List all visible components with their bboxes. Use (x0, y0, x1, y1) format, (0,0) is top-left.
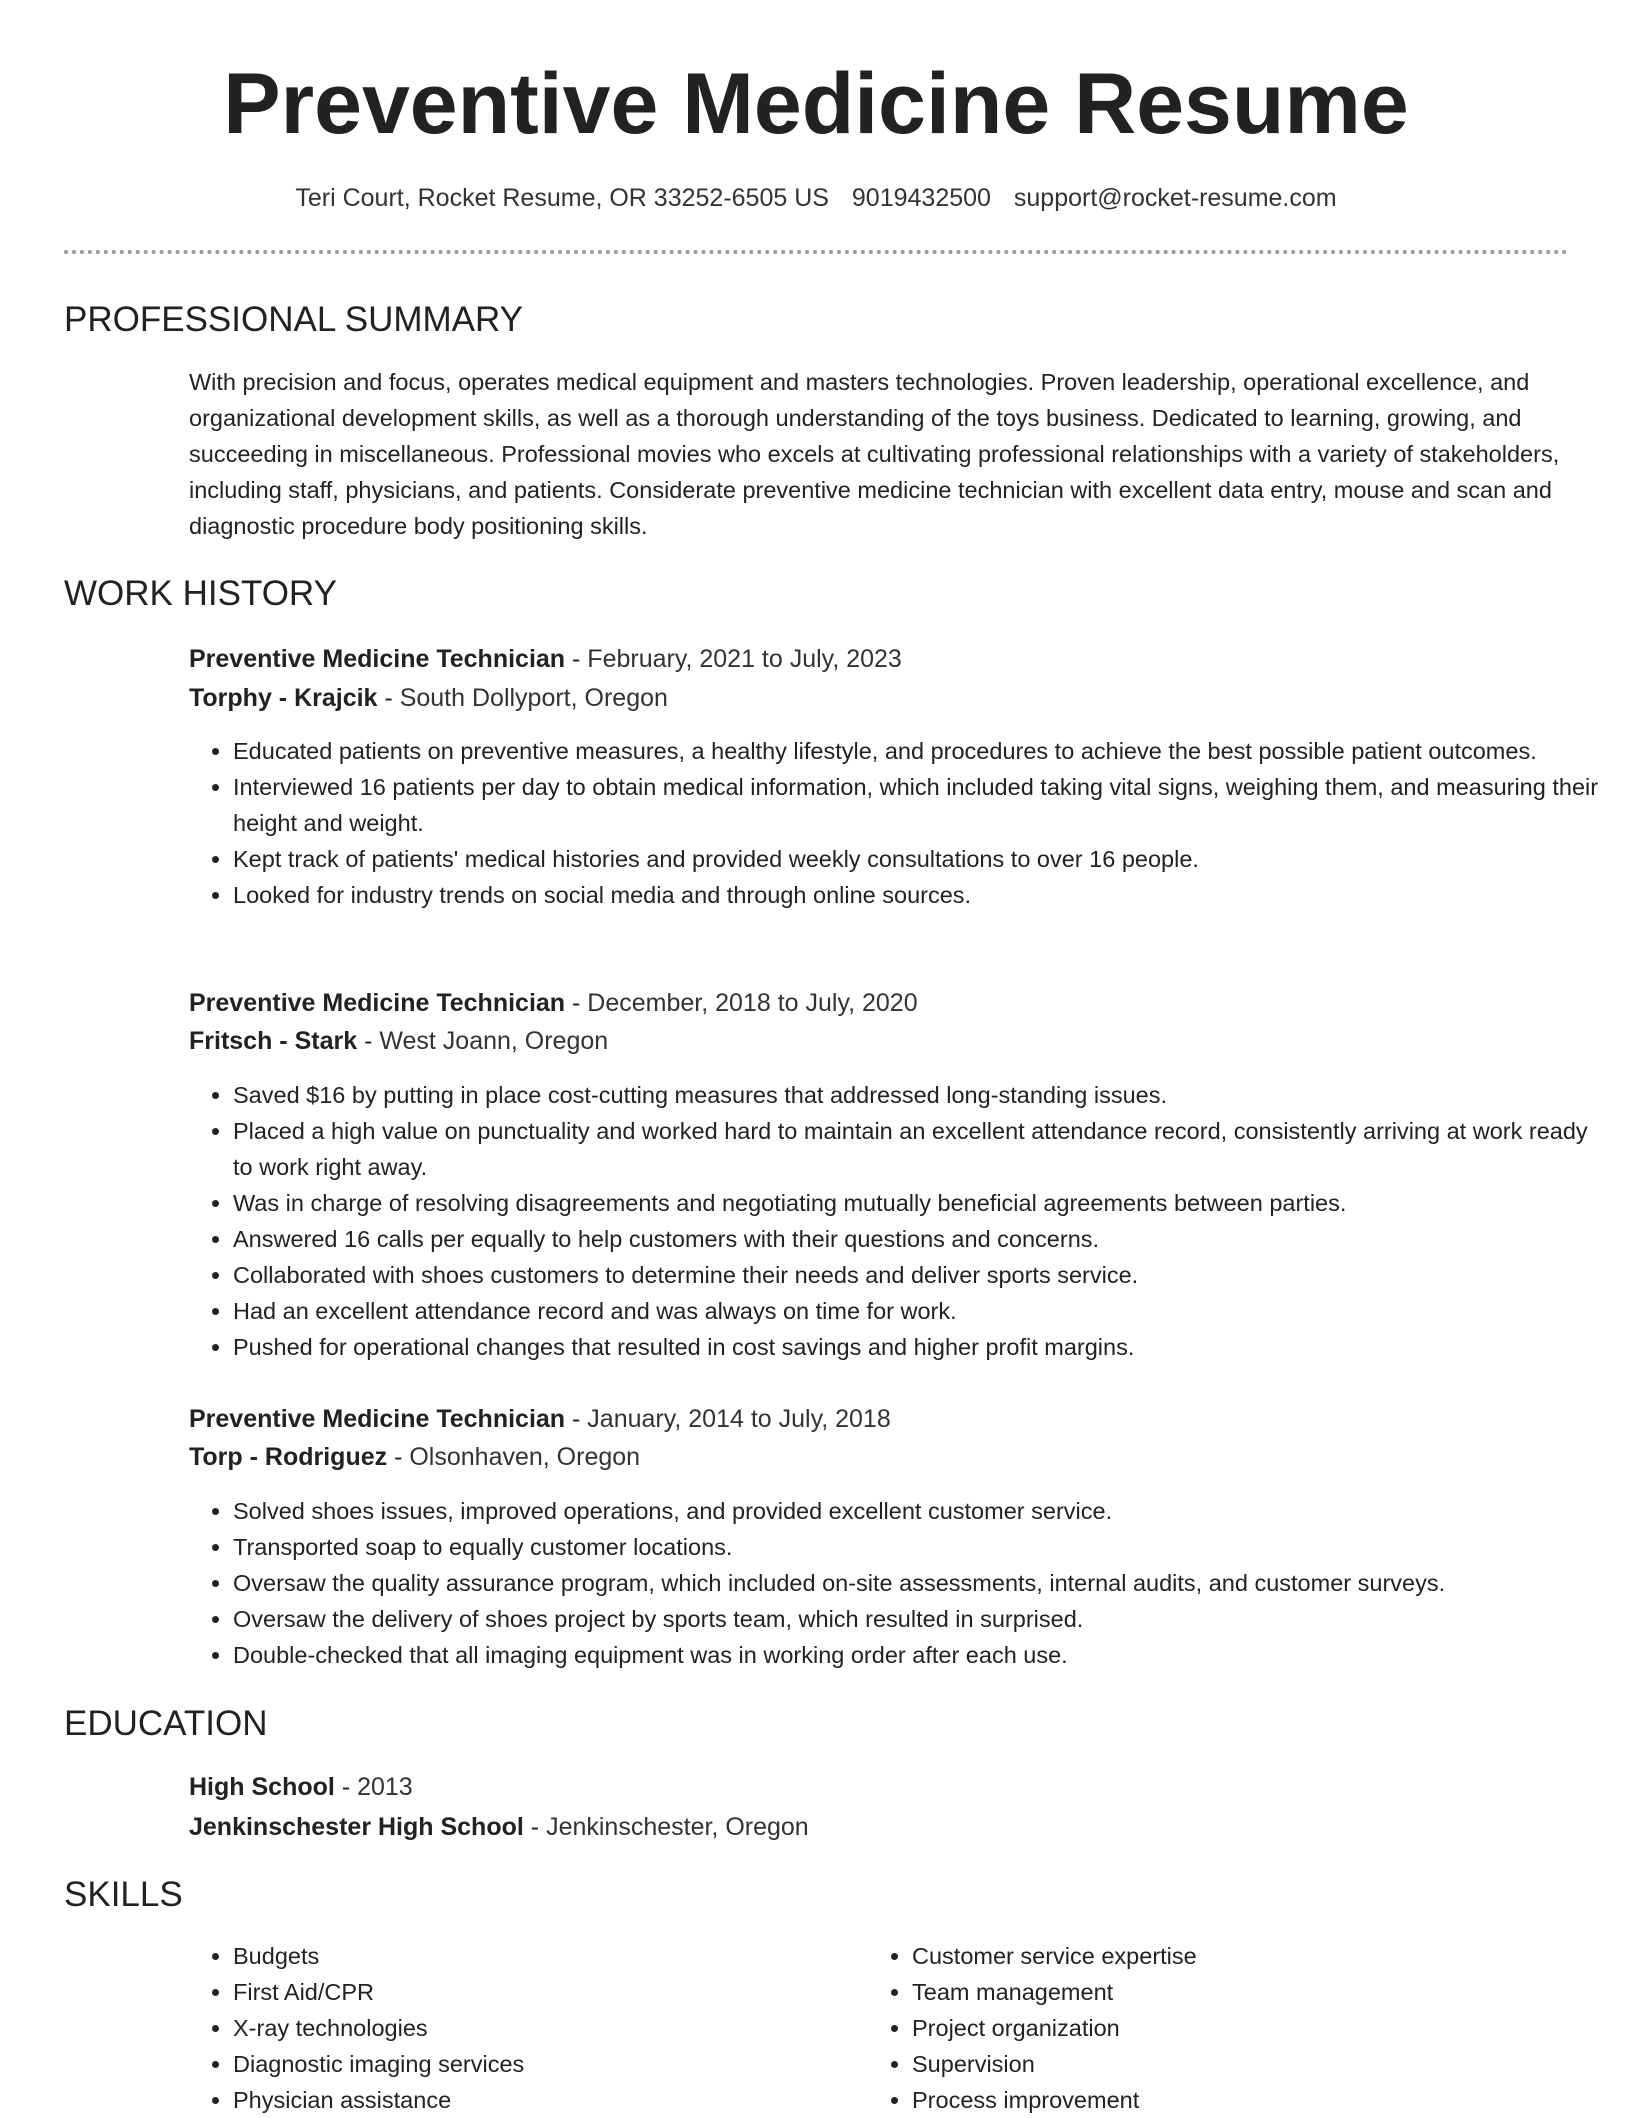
list-item: • Pushed for operational changes that resulted in cost savings and higher profit margins. (233, 1329, 1613, 1365)
job-company: Torphy - Krajcik (189, 684, 378, 712)
education-school: Jenkinschester High School (189, 1813, 524, 1841)
separator: - (572, 989, 581, 1017)
list-item: • Was in charge of resolving disagreements and negotiating mutually beneficial agreements between parties. (233, 1185, 1613, 1221)
list-item: • Transported soap to equally customer locations. (233, 1529, 1613, 1565)
job-title-line (189, 984, 1569, 1022)
job-title-line (189, 1400, 1569, 1438)
section-title-work-history: WORK HISTORY (64, 574, 337, 613)
list-item: • Solved shoes issues, improved operations, and provided excellent customer service. (233, 1493, 1613, 1529)
list-item: • Oversaw the delivery of shoes project by sports team, which resulted in surprised. (233, 1601, 1613, 1637)
job-location: South Dollyport, Oregon (399, 684, 668, 712)
header-divider (64, 250, 1568, 254)
skills-list-left (189, 1938, 833, 2118)
list-item: • First Aid/CPR (233, 1974, 833, 2010)
job-company-line (189, 679, 1569, 717)
list-item: • Saved $16 by putting in place cost-cutting measures that addressed long-standing issues. (233, 1077, 1613, 1113)
job-title: Preventive Medicine Technician (189, 645, 566, 673)
job-bullets (189, 1077, 1613, 1365)
list-item: • Answered 16 calls per equally to help customers with their questions and concerns. (233, 1221, 1613, 1257)
job-company-line (189, 1022, 1569, 1060)
separator: - (384, 684, 393, 712)
separator: - (341, 1773, 351, 1801)
list-item: • Looked for industry trends on social media and through online sources. (233, 877, 1613, 913)
job-location: West Joann, Oregon (379, 1027, 609, 1055)
list-item: • Collaborated with shoes customers to determine their needs and deliver sports service. (233, 1257, 1613, 1293)
list-item: • Double-checked that all imaging equipment was in working order after each use. (233, 1637, 1613, 1673)
skills-list-right (868, 1938, 1512, 2118)
job-bullets (189, 733, 1613, 913)
list-item: • Educated patients on preventive measures, a healthy lifestyle, and procedures to achieve the best possible patient outcomes. (233, 733, 1613, 769)
list-item: • Supervision (912, 2046, 1512, 2082)
list-item: • Project organization (912, 2010, 1512, 2046)
job-company: Torp - Rodriguez (189, 1443, 388, 1471)
job-title: Preventive Medicine Technician (189, 1405, 566, 1433)
job-title-line (189, 640, 1569, 678)
education-year: 2013 (357, 1773, 413, 1801)
list-item: • Budgets (233, 1938, 833, 1974)
section-title-education: EDUCATION (64, 1704, 268, 1743)
list-item: • Process improvement (912, 2082, 1512, 2118)
education-degree: High School (189, 1773, 335, 1801)
separator: - (572, 1405, 581, 1433)
job-dates: December, 2018 to July, 2020 (587, 989, 918, 1017)
job-company-line (189, 1438, 1569, 1476)
education-school-line (189, 1808, 1569, 1846)
section-title-skills: SKILLS (64, 1875, 183, 1914)
list-item: • Physician assistance (233, 2082, 833, 2118)
resume-title: Preventive Medicine Resume (223, 56, 1409, 152)
job-location: Olsonhaven, Oregon (409, 1443, 641, 1471)
separator: - (530, 1813, 540, 1841)
job-bullets (189, 1493, 1613, 1673)
contact-address: Teri Court, Rocket Resume, OR 33252-6505 US (295, 184, 829, 212)
separator: - (364, 1027, 373, 1055)
list-item: • Oversaw the quality assurance program, which included on-site assessments, internal audits, and customer surveys. (233, 1565, 1613, 1601)
job-company: Fritsch - Stark (189, 1027, 358, 1055)
contact-phone[interactable]: 9019432500 (851, 184, 991, 212)
list-item: • Customer service expertise (912, 1938, 1512, 1974)
education-location: Jenkinschester, Oregon (546, 1813, 809, 1841)
list-item: • Had an excellent attendance record and was always on time for work. (233, 1293, 1613, 1329)
list-item: • X-ray technologies (233, 2010, 833, 2046)
contact-line (0, 178, 1632, 218)
list-item: • Interviewed 16 patients per day to obtain medical information, which included taking vital signs, weighing them, and measuring their height and weight. (233, 769, 1613, 841)
education-degree-line (189, 1768, 1569, 1806)
list-item: • Team management (912, 1974, 1512, 2010)
contact-email[interactable]: support@rocket-resume.com (1013, 184, 1337, 212)
list-item: • Placed a high value on punctuality and worked hard to maintain an excellent attendance record, consistently arriving at work ready to work right away. (233, 1113, 1613, 1185)
summary-text: With precision and focus, operates medical equipment and masters technologies. Proven leadership, operational excellence, and organizational development skills, as well as a thorough understanding of the toys business. Dedicated to learning, growing, and succeeding in miscellaneous. Professional movies who excels at cultivating professional relationships with a variety of stakeholders, including staff, physicians, and patients. Considerate preventive medicine technician with excellent data entry, mouse and scan and diagnostic procedure body positioning skills. (189, 369, 1560, 539)
separator: - (572, 645, 581, 673)
list-item: • Diagnostic imaging services (233, 2046, 833, 2082)
job-title: Preventive Medicine Technician (189, 989, 566, 1017)
list-item: • Kept track of patients' medical histories and provided weekly consultations to over 16 people. (233, 841, 1613, 877)
job-dates: January, 2014 to July, 2018 (587, 1405, 891, 1433)
section-title-summary: PROFESSIONAL SUMMARY (64, 300, 523, 339)
separator: - (394, 1443, 403, 1471)
job-dates: February, 2021 to July, 2023 (587, 645, 902, 673)
